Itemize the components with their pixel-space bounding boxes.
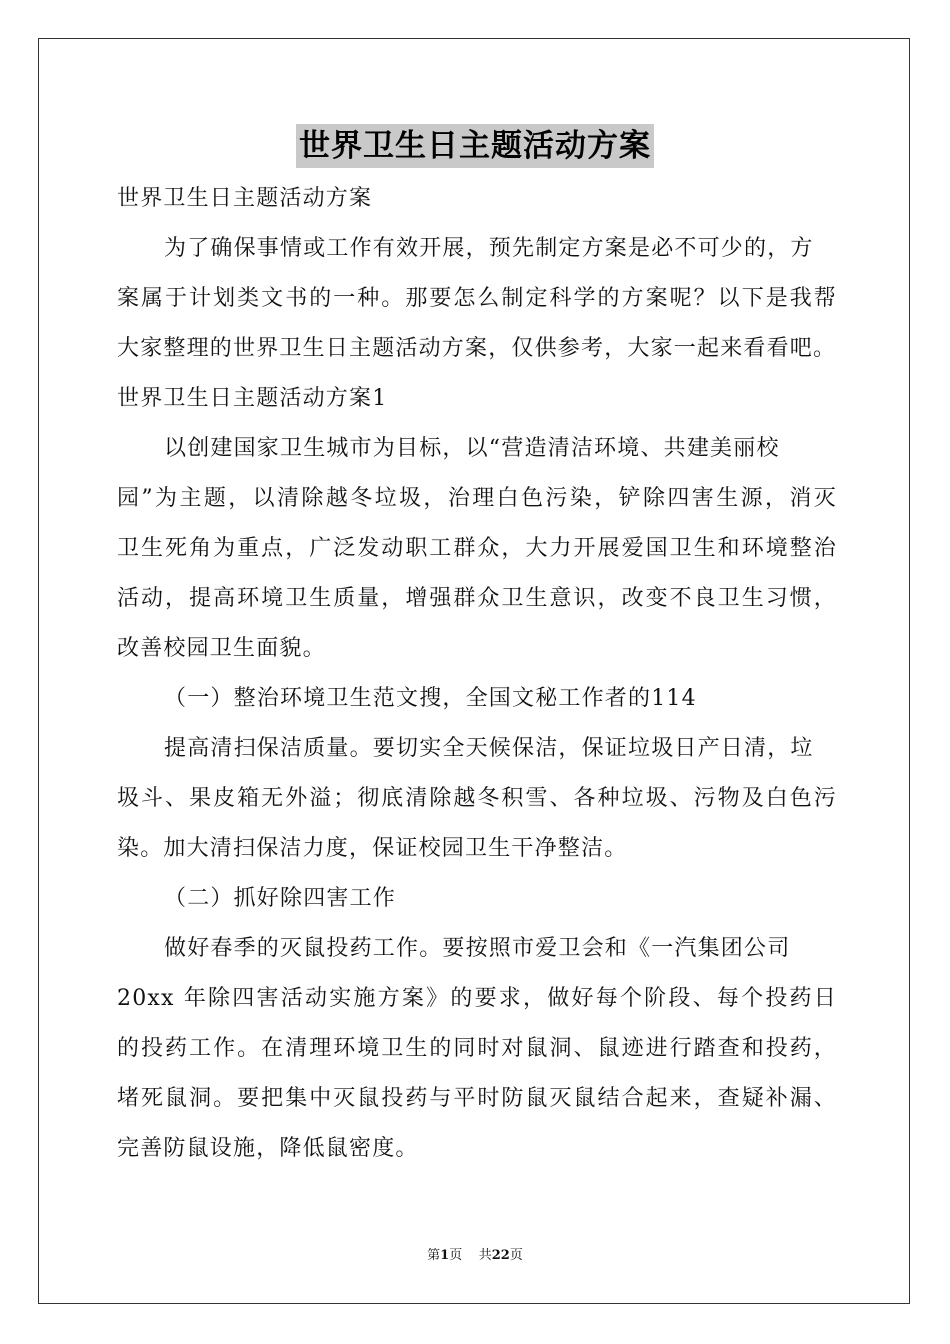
paragraph-line: 活动，提高环境卫生质量，增强群众卫生意识，改变不良卫生习惯， — [117, 586, 837, 611]
title-area — [0, 124, 950, 168]
total-suffix: 页 — [509, 1248, 523, 1263]
paragraph-line: 大家整理的世界卫生日主题活动方案，仅供参考，大家一起来看看吧。 — [117, 336, 837, 361]
page-total: 22 — [491, 1248, 510, 1263]
section-heading: 世界卫生日主题活动方案1 — [117, 386, 388, 411]
paragraph-line: 做好春季的灭鼠投药工作。要按照市爱卫会和《一汽集团公司 — [164, 936, 791, 961]
paragraph-line: 堵死鼠洞。要把集中灭鼠投药与平时防鼠灭鼠结合起来，查疑补漏、 — [117, 1086, 837, 1111]
paragraph-line: 改善校园卫生面貌。 — [117, 636, 326, 661]
paragraph-line: 圾斗、果皮箱无外溢；彻底清除越冬积雪、各种垃圾、污物及白色污 — [117, 786, 837, 811]
paragraph-line: 20xx 年除四害活动实施方案》的要求，做好每个阶段、每个投药日 — [117, 986, 837, 1011]
paragraph-line: 以创建国家卫生城市为目标，以“营造清洁环境、共建美丽校 — [164, 436, 780, 461]
paragraph-line: 为了确保事情或工作有效开展，预先制定方案是必不可少的，方 — [164, 236, 814, 261]
document-title: 世界卫生日主题活动方案 — [296, 124, 654, 168]
subtitle-line: 世界卫生日主题活动方案 — [117, 186, 373, 211]
page-footer — [0, 1247, 950, 1265]
paragraph-line: 完善防鼠设施，降低鼠密度。 — [117, 1136, 419, 1161]
subsection-heading: （一）整治环境卫生范文搜，全国文秘工作者的114 — [164, 686, 697, 711]
paragraph-line: 卫生死角为重点，广泛发动职工群众，大力开展爱国卫生和环境整治 — [117, 536, 837, 561]
paragraph-line: 染。加大清扫保洁力度，保证校园卫生干净整洁。 — [117, 836, 628, 861]
paragraph-line: 提高清扫保洁质量。要切实全天候保洁，保证垃圾日产日清，垃 — [164, 736, 814, 761]
page-border — [38, 38, 910, 1304]
page-prefix: 第 — [427, 1248, 441, 1263]
total-prefix: 共 — [478, 1248, 492, 1263]
paragraph-line: 园”为主题，以清除越冬垃圾，治理白色污染，铲除四害生源，消灭 — [117, 486, 837, 511]
page-suffix: 页 — [449, 1248, 463, 1263]
paragraph-line: 的投药工作。在清理环境卫生的同时对鼠洞、鼠迹进行踏查和投药， — [117, 1036, 837, 1061]
paragraph-line: 案属于计划类文书的一种。那要怎么制定科学的方案呢？以下是我帮 — [117, 286, 837, 311]
page-current: 1 — [440, 1248, 450, 1263]
subsection-heading: （二）抓好除四害工作 — [164, 886, 397, 911]
